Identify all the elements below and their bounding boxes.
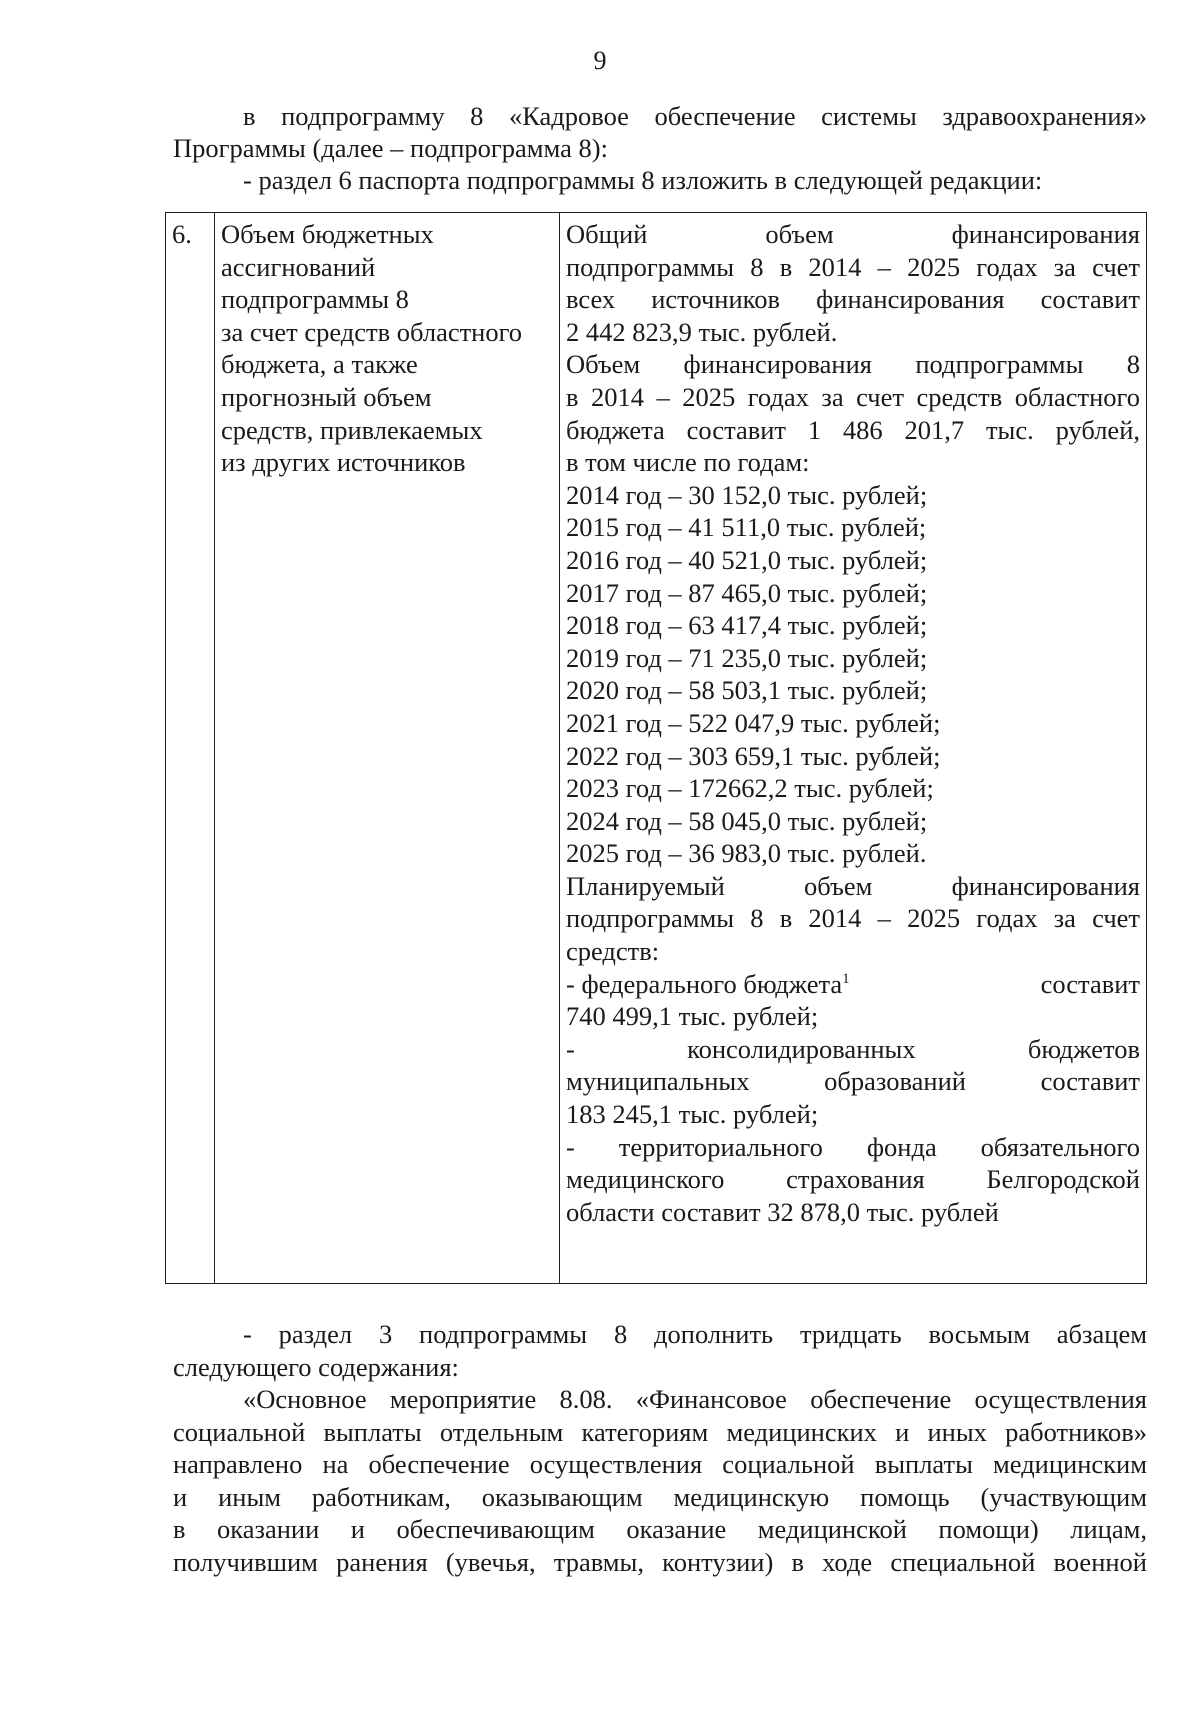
row-number: 6. [172, 219, 192, 249]
regional-line: бюджета составит 1 486 201,7 тыс. рублей, [566, 414, 1140, 445]
year-line: 2024 год – 58 045,0 тыс. рублей; [566, 805, 928, 836]
page-number: 9 [593, 46, 607, 75]
federal-label [566, 968, 850, 1001]
federal-text: - федерального бюджета [566, 968, 843, 999]
planned-line: средств: [566, 936, 660, 967]
intro-paragraph [173, 100, 1147, 196]
municipal-line: муниципальных образований составит [566, 1066, 1140, 1097]
regional-line: Объем финансирования подпрограммы 8 [566, 349, 1140, 380]
planned-line: подпрограммы 8 в 2014 – 2025 годах за счет [566, 903, 1140, 934]
outro-line: следующего содержания: [173, 1351, 459, 1382]
total-line: подпрограммы 8 в 2014 – 2025 годах за счет [566, 251, 1140, 282]
municipal-line: 183 245,1 тыс. рублей; [566, 1099, 819, 1130]
outro-line: получившим ранения (увечья, травмы, контузии) в ходе специальной военной [173, 1546, 1147, 1577]
regional-line: в том числе по годам: [566, 447, 810, 478]
total-line: 2 442 823,9 тыс. рублей. [566, 316, 838, 347]
outro-line: социальной выплаты отдельным категориям медицинских и иных работников» [173, 1416, 1147, 1447]
federal-amount: 740 499,1 тыс. рублей; [566, 1001, 819, 1032]
row-value-cell [560, 213, 1147, 1284]
federal-line [566, 968, 1140, 1001]
year-line: 2017 год – 87 465,0 тыс. рублей; [566, 577, 928, 608]
outro-line: и иным работникам, оказывающим медицинскую помощь (участвующим [173, 1481, 1147, 1512]
year-line: 2021 год – 522 047,9 тыс. рублей; [566, 707, 941, 738]
federal-end: составит [1040, 968, 1140, 999]
total-line: всех источников финансирования составит [566, 284, 1140, 315]
outro-line: «Основное мероприятие 8.08. «Финансовое обеспечение осуществления [243, 1384, 1147, 1414]
table-row [166, 213, 1147, 1284]
footnote-marker: 1 [842, 970, 850, 987]
year-line: 2015 год – 41 511,0 тыс. рублей; [566, 512, 927, 543]
name-line: подпрограммы 8 [221, 284, 409, 315]
name-line: бюджета, а также [221, 349, 418, 380]
tfoms-line: медицинского страхования Белгородской [566, 1164, 1140, 1195]
outro-line: в оказании и обеспечивающим оказание медицинской помощи) лицам, [173, 1514, 1147, 1544]
intro-line: Программы (далее – подпрограмма 8): [173, 133, 608, 163]
name-line: Объем бюджетных [221, 219, 434, 249]
year-line: 2020 год – 58 503,1 тыс. рублей; [566, 675, 928, 706]
name-line: ассигнований [221, 251, 376, 282]
tfoms-line: области составит 32 878,0 тыс. рублей [566, 1196, 999, 1227]
planned-line: Планируемый объем финансирования [566, 870, 1140, 901]
year-line: 2019 год – 71 235,0 тыс. рублей; [566, 642, 928, 673]
total-line: Общий объем финансирования [566, 219, 1140, 249]
year-line: 2022 год – 303 659,1 тыс. рублей; [566, 740, 941, 771]
year-line: 2016 год – 40 521,0 тыс. рублей; [566, 544, 928, 575]
year-line: 2025 год – 36 983,0 тыс. рублей. [566, 838, 927, 869]
outro-line: - раздел 3 подпрограммы 8 дополнить тридцать восьмым абзацем [243, 1319, 1147, 1349]
intro-line: - раздел 6 паспорта подпрограммы 8 изложить в следующей редакции: [243, 165, 1043, 195]
tfoms-line: - территориального фонда обязательного [566, 1131, 1140, 1162]
year-line: 2014 год – 30 152,0 тыс. рублей; [566, 479, 928, 510]
name-line: из других источников [221, 447, 466, 478]
name-line: прогнозный объем [221, 381, 432, 412]
intro-line: в подпрограмму 8 «Кадровое обеспечение системы здравоохранения» [243, 101, 1147, 131]
passport-table [165, 212, 1147, 1284]
regional-line: в 2014 – 2025 годах за счет средств областного [566, 381, 1140, 412]
row-name-cell [215, 213, 560, 1284]
year-line: 2023 год – 172662,2 тыс. рублей; [566, 773, 934, 804]
outro-line: направлено на обеспечение осуществления социальной выплаты медицинским [173, 1449, 1147, 1479]
row-number-cell [166, 213, 215, 1284]
name-line: средств, привлекаемых [221, 414, 483, 445]
outro-paragraph [173, 1318, 1147, 1578]
name-line: за счет средств областного [221, 316, 523, 347]
year-line: 2018 год – 63 417,4 тыс. рублей; [566, 610, 928, 641]
municipal-line: - консолидированных бюджетов [566, 1033, 1140, 1064]
